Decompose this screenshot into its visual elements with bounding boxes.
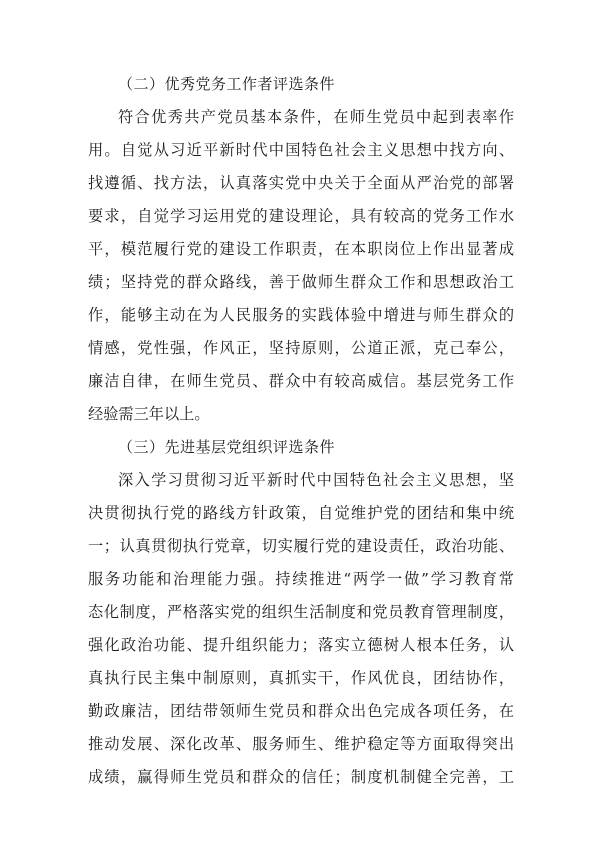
paragraph-line: 强化政治功能、提升组织能力；落实立德树人根本任务，认	[88, 636, 514, 654]
paragraph-line: 推动发展、深化改革、服务师生、维护稳定等方面取得突出	[88, 735, 514, 753]
paragraph-line: 情感，党性强，作风正，坚持原则，公道正派，克己奉公，	[88, 339, 514, 357]
document-body	[88, 68, 514, 794]
section-advanced-party-organization	[88, 431, 514, 794]
paragraph-line: 真执行民主集中制原则，真抓实干，作风优良，团结协作，	[88, 669, 514, 687]
paragraph-line: 绩；坚持党的群众路线，善于做师生群众工作和思想政治工	[88, 273, 514, 291]
paragraph-line: 决贯彻执行党的路线方针政策，自觉维护党的团结和集中统	[88, 504, 514, 522]
section-heading: （三）先进基层党组织评选条件	[118, 438, 336, 456]
paragraph-line: 平，模范履行党的建设工作职责，在本职岗位上作出显著成	[88, 240, 514, 258]
paragraph-line: 勤政廉洁，团结带领师生党员和群众出色完成各项任务，在	[88, 702, 514, 720]
paragraph-line: 一；认真贯彻执行党章，切实履行党的建设责任，政治功能、	[88, 537, 514, 555]
paragraph-line: 要求，自觉学习运用党的建设理论，具有较高的党务工作水	[88, 207, 514, 225]
paragraph-line: 态化制度，严格落实党的组织生活制度和党员教育管理制度，	[88, 603, 514, 621]
paragraph-line: 找遵循、找方法，认真落实党中央关于全面从严治党的部署	[88, 174, 514, 192]
section-outstanding-party-worker	[88, 68, 514, 431]
paragraph-line: 服务功能和治理能力强。持续推进“两学一做”学习教育常	[88, 570, 514, 588]
paragraph-line: 廉洁自律，在师生党员、群众中有较高威信。基层党务工作	[88, 372, 514, 390]
paragraph-line: 深入学习贯彻习近平新时代中国特色社会主义思想，坚	[118, 471, 514, 489]
paragraph-line: 作，能够主动在为人民服务的实践体验中增进与师生群众的	[88, 306, 514, 324]
paragraph-line: 符合优秀共产党员基本条件，在师生党员中起到表率作	[118, 108, 514, 126]
paragraph-line: 成绩，赢得师生党员和群众的信任；制度机制健全完善，工	[88, 768, 514, 786]
paragraph-line: 用。自觉从习近平新时代中国特色社会主义思想中找方向、	[88, 141, 514, 159]
paragraph-line: 经验需三年以上。	[88, 405, 210, 423]
section-heading: （二）优秀党务工作者评选条件	[118, 75, 336, 93]
